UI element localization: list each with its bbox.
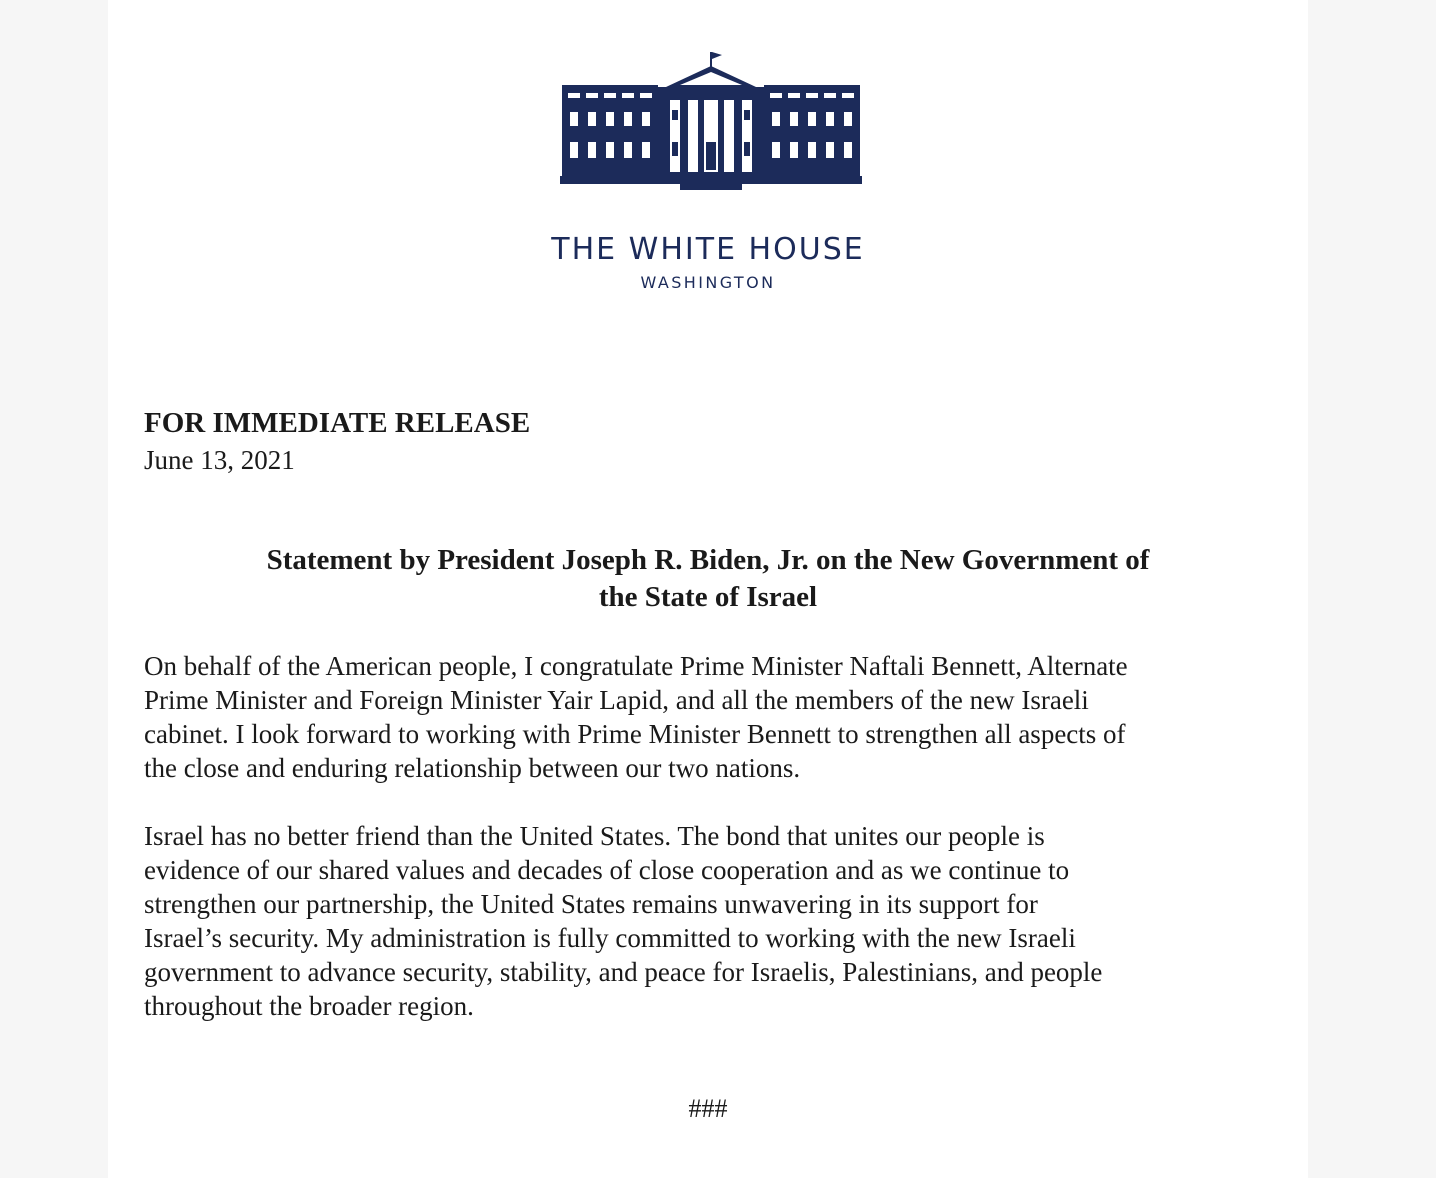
headline-line: the State of Israel — [598, 581, 818, 613]
release-notice: FOR IMMEDIATE RELEASE — [144, 407, 531, 439]
end-of-release-mark: ### — [688, 1094, 728, 1123]
paragraph-line: Israel has no better friend than the United States. The bond that unites our people is — [144, 821, 1045, 851]
organization-location: WASHINGTON — [640, 273, 776, 292]
paragraph-line: Prime Minister and Foreign Minister Yair Lapid, and all the members of the new Israeli — [144, 685, 1089, 715]
paragraph-line: government to advance security, stability, and peace for Israelis, Palestinians, and people — [144, 957, 1103, 987]
paragraph-line: evidence of our shared values and decades of close cooperation and as we continue to — [144, 855, 1070, 885]
paragraph-line: cabinet. I look forward to working with Prime Minister Bennett to strengthen all aspects of — [144, 719, 1126, 749]
paragraph-line: the close and enduring relationship between our two nations. — [144, 753, 801, 783]
white-house-building-icon — [560, 50, 862, 192]
release-date: June 13, 2021 — [144, 445, 295, 475]
paragraph-line: On behalf of the American people, I congratulate Prime Minister Naftali Bennett, Alternate — [144, 651, 1128, 681]
body-paragraph-2 — [144, 819, 1284, 1023]
body-paragraph-1 — [144, 649, 1284, 785]
headline-line: Statement by President Joseph R. Biden, Jr. on the New Government of — [266, 544, 1150, 576]
document-page — [108, 0, 1308, 1178]
paragraph-line: strengthen our partnership, the United States remains unwavering in its support for — [144, 889, 1038, 919]
paragraph-line: Israel’s security. My administration is fully committed to working with the new Israeli — [144, 923, 1076, 953]
statement-headline — [144, 542, 1272, 616]
organization-name: THE WHITE HOUSE — [551, 232, 865, 267]
paragraph-line: throughout the broader region. — [144, 991, 474, 1021]
